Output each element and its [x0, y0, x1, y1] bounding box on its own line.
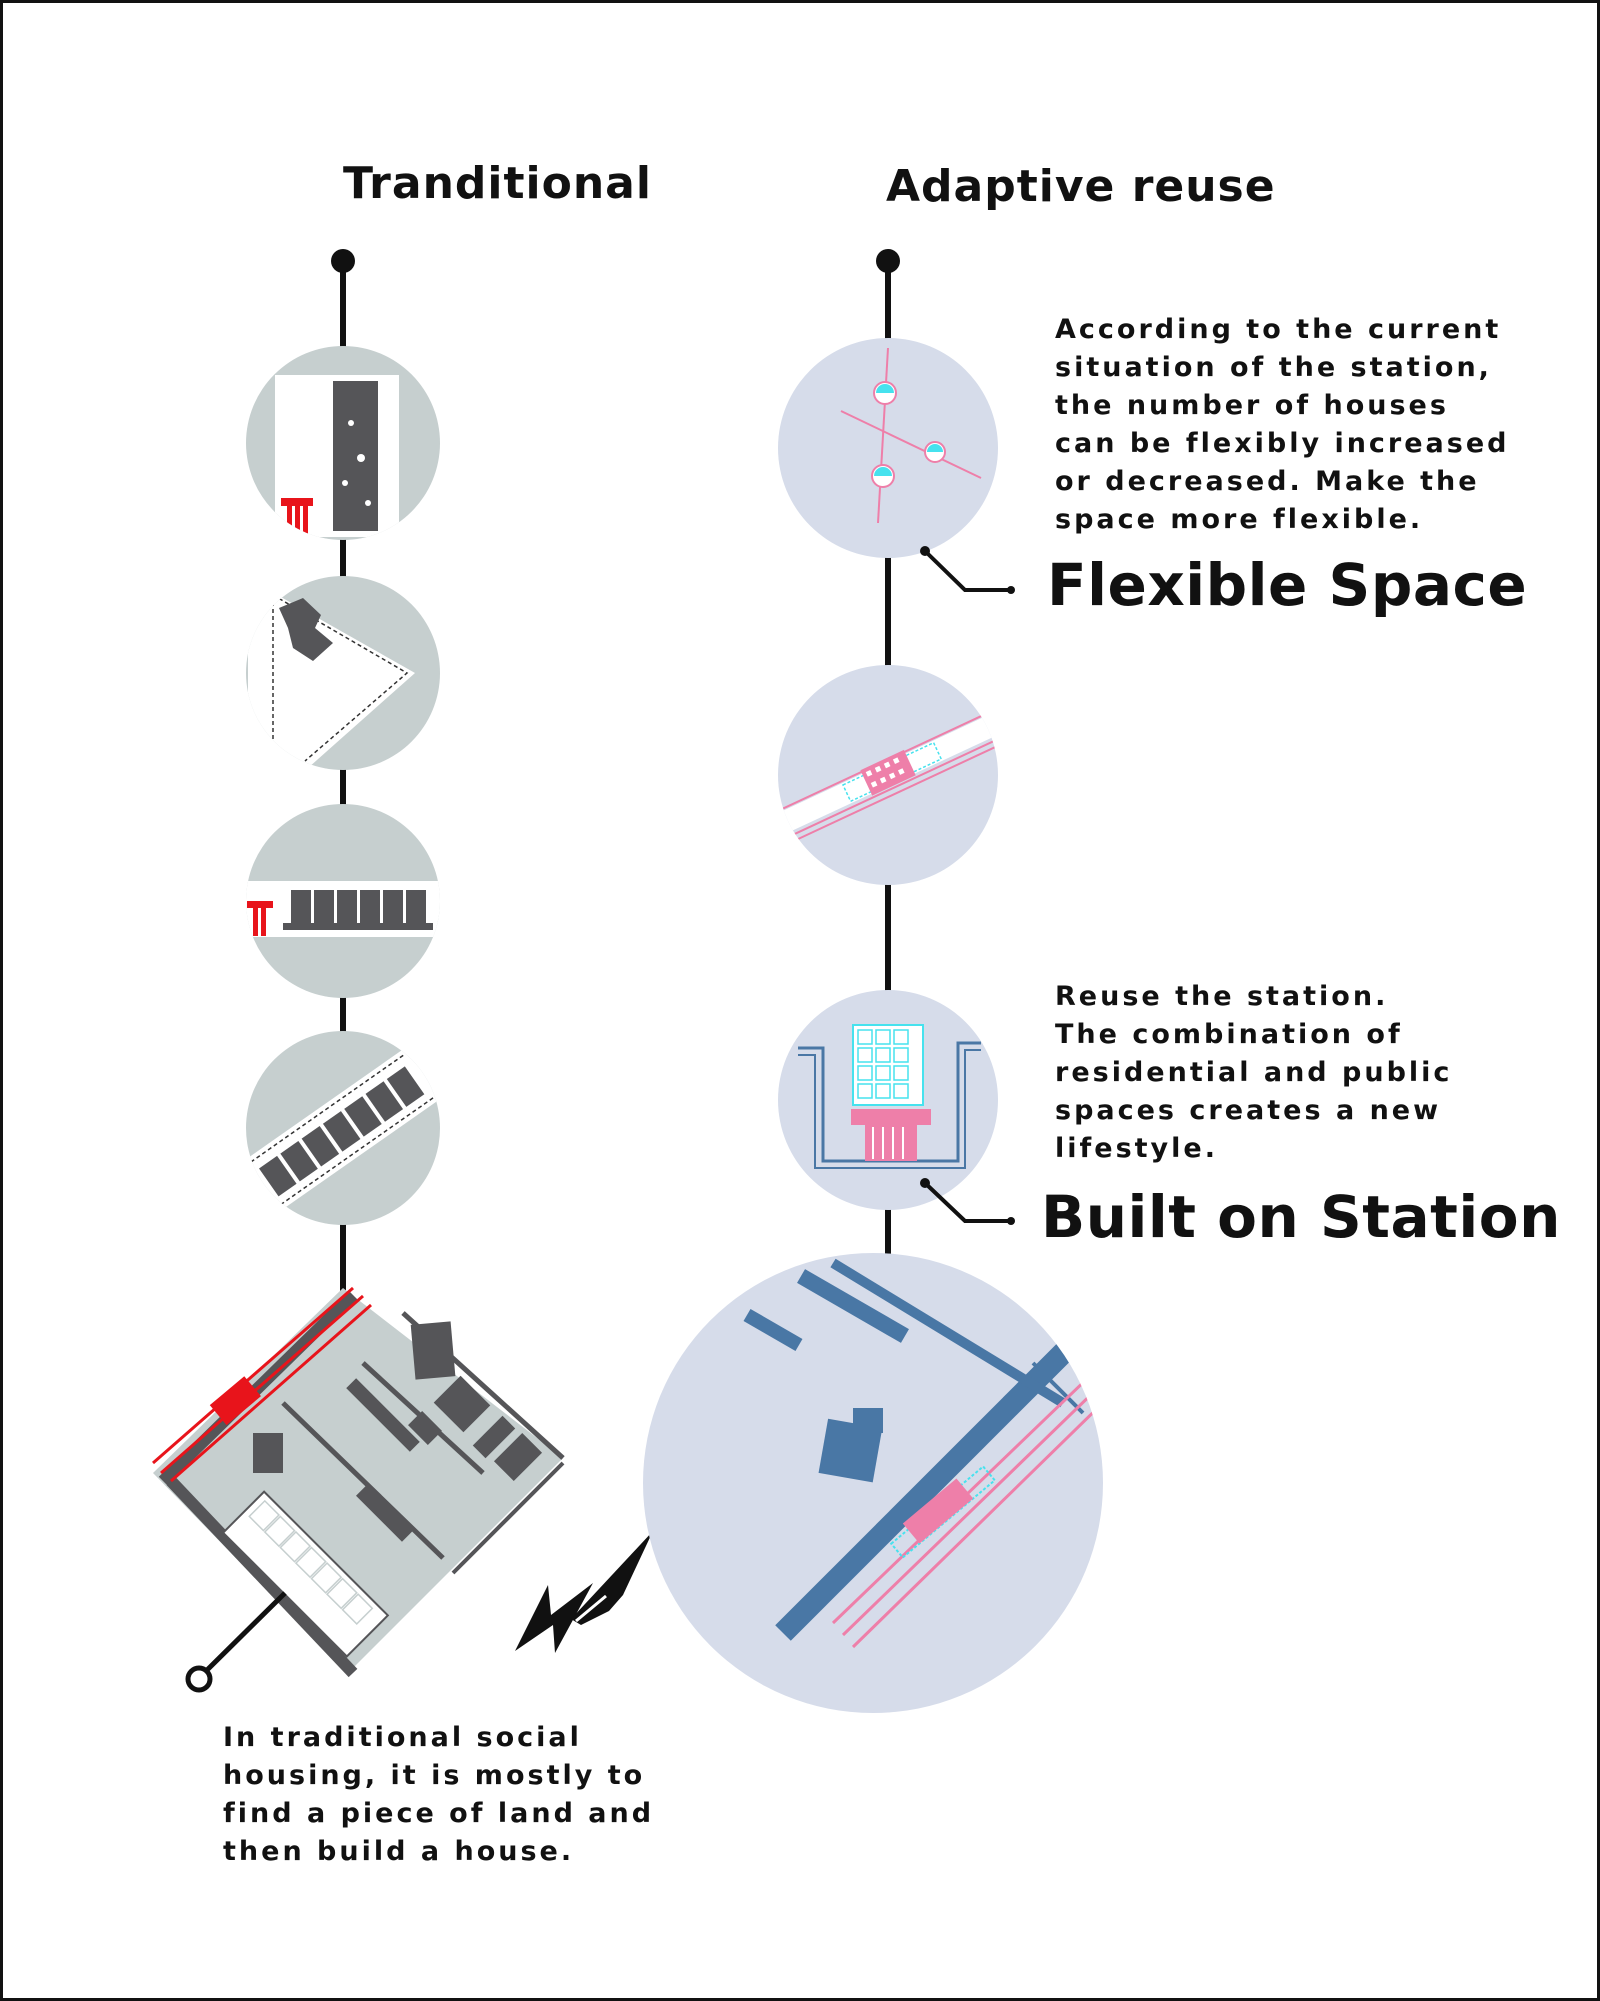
traditional-title: Tranditional — [343, 158, 652, 209]
built-on-station-label: Built on Station — [1041, 1183, 1561, 1251]
traditional-start-dot — [331, 249, 355, 273]
text-line: lifestyle. — [1055, 1133, 1218, 1164]
text-line: or decreased. Make the — [1055, 466, 1480, 497]
traditional-context-map — [153, 1288, 563, 1673]
text-line: In traditional social — [223, 1722, 582, 1753]
text-line: the number of houses — [1055, 390, 1449, 421]
traditional-site-plan-3 — [243, 804, 443, 998]
text-line: According to the current — [1055, 314, 1502, 345]
text-line: The combination of — [1055, 1019, 1403, 1050]
adaptive-station-rail — [777, 665, 1001, 885]
text-line: space more flexible. — [1055, 504, 1424, 535]
adaptive-start-dot — [876, 249, 900, 273]
text-line: find a piece of land and — [223, 1798, 655, 1829]
text-line: spaces creates a new — [1055, 1095, 1442, 1126]
flexible-space-description — [1055, 311, 1510, 539]
text-line: can be flexibly increased — [1055, 428, 1510, 459]
flexible-space-pointer — [920, 546, 1015, 594]
text-line: situation of the station, — [1055, 352, 1492, 383]
adaptive-context-map — [633, 1243, 1113, 1723]
flexible-space-label: Flexible Space — [1047, 551, 1528, 619]
traditional-caption-pointer — [188, 1593, 285, 1690]
traditional-site-plan-2 — [246, 576, 440, 770]
traditional-site-plan-4 — [219, 1029, 468, 1229]
built-on-station-description — [1055, 978, 1452, 1168]
text-line: Reuse the station. — [1055, 981, 1389, 1012]
traditional-site-plan-1 — [246, 346, 440, 540]
transformation-bolt-icon — [515, 1531, 653, 1653]
adaptive-station-section — [778, 990, 998, 1210]
text-line: then build a house. — [223, 1836, 575, 1867]
adaptive-title: Adaptive reuse — [886, 161, 1276, 212]
text-line: housing, it is mostly to — [223, 1760, 646, 1791]
adaptive-flexible-diagram — [778, 338, 998, 558]
traditional-caption — [223, 1719, 654, 1871]
text-line: residential and public — [1055, 1057, 1453, 1088]
